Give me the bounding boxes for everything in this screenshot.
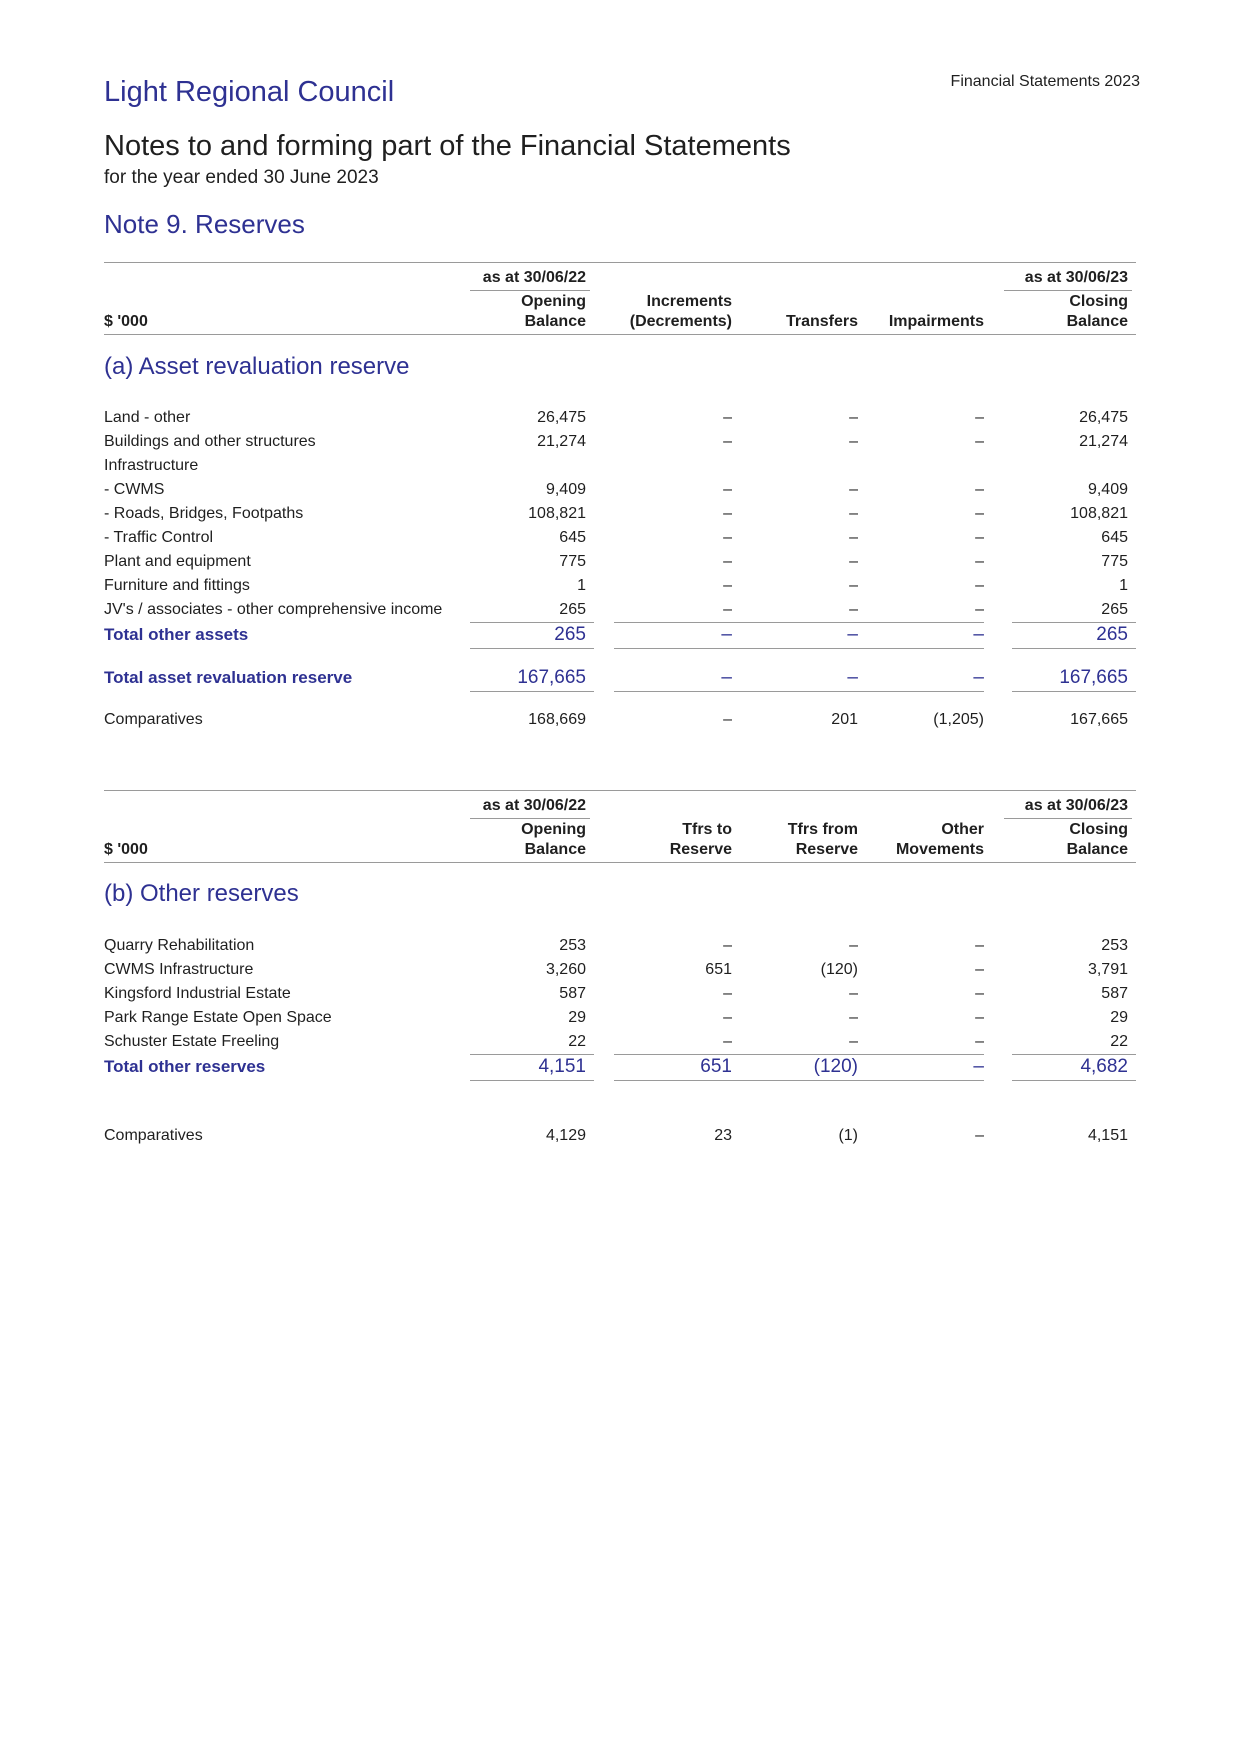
date-open-header: as at 30/06/22 (482, 797, 586, 814)
cell: 9,409 (1087, 481, 1128, 498)
cell: – (849, 601, 858, 618)
cell: – (723, 1033, 732, 1050)
col-header-line1: Opening (521, 293, 586, 310)
cell: – (975, 505, 984, 522)
cell: – (723, 937, 732, 954)
cell: (1,205) (933, 711, 984, 728)
col-header-line2: Balance (524, 841, 586, 858)
cell: – (975, 577, 984, 594)
cell: – (723, 433, 732, 450)
units-label: $ '000 (104, 841, 148, 858)
date-open-rule (470, 818, 590, 819)
cell: 265 (1101, 601, 1128, 618)
document-label: Financial Statements 2023 (950, 73, 1140, 90)
subtotal-rule (470, 1054, 594, 1055)
col-header-line2: Balance (1066, 313, 1128, 330)
cell: – (849, 505, 858, 522)
subtotal-rule (470, 622, 594, 623)
col-header-line2: Balance (1066, 841, 1128, 858)
cell: 26,475 (537, 409, 586, 426)
cell: – (975, 529, 984, 546)
cell: – (847, 667, 858, 688)
cell: 1 (1119, 577, 1128, 594)
cell: 651 (705, 961, 732, 978)
cell: – (975, 433, 984, 450)
cell: – (723, 553, 732, 570)
row-label: - Traffic Control (104, 529, 214, 546)
cell: – (975, 409, 984, 426)
table-row (0, 935, 1240, 957)
cell: – (847, 624, 858, 645)
date-close-header: as at 30/06/23 (1024, 269, 1128, 286)
page-title: Notes to and forming part of the Financial Statements (104, 130, 791, 162)
total-row (0, 667, 1240, 689)
row-label: Land - other (104, 409, 191, 426)
table-row (0, 983, 1240, 1005)
col-header-line2: Balance (524, 313, 586, 330)
date-open-rule (470, 290, 590, 291)
total-rule (470, 1080, 594, 1081)
cell: 265 (559, 601, 586, 618)
cell: – (973, 667, 984, 688)
col-header (1000, 292, 1128, 332)
cell: – (975, 1127, 984, 1144)
cell: 22 (568, 1033, 586, 1050)
table-row (0, 551, 1240, 573)
col-header (620, 820, 732, 860)
table-row (0, 431, 1240, 453)
cell: 4,129 (545, 1127, 586, 1144)
row-label: CWMS Infrastructure (104, 961, 254, 978)
cell: 265 (554, 624, 586, 645)
cell: 167,665 (1070, 711, 1128, 728)
cell: – (973, 1056, 984, 1077)
total-rule (1012, 691, 1136, 692)
cell: – (723, 1009, 732, 1026)
date-close-rule (1004, 290, 1132, 291)
cell: – (849, 529, 858, 546)
cell: – (723, 505, 732, 522)
table-row (0, 1007, 1240, 1029)
cell: – (975, 1033, 984, 1050)
cell: (120) (813, 1056, 858, 1077)
cell: – (723, 529, 732, 546)
table-top-rule (104, 262, 1136, 263)
col-header-line1: Opening (521, 821, 586, 838)
cell: 4,151 (538, 1056, 586, 1077)
cell: 253 (559, 937, 586, 954)
cell: – (975, 1009, 984, 1026)
row-label: Kingsford Industrial Estate (104, 985, 291, 1002)
cell: – (723, 985, 732, 1002)
total-row (0, 1056, 1240, 1078)
cell: 9,409 (545, 481, 586, 498)
cell: – (975, 937, 984, 954)
total-rule (614, 691, 984, 692)
section-title: (b) Other reserves (104, 880, 299, 907)
total-rule (1012, 648, 1136, 649)
table-row (0, 575, 1240, 597)
col-header-line1: Closing (1069, 293, 1128, 310)
cell: 201 (831, 711, 858, 728)
row-label: Infrastructure (104, 457, 199, 474)
subtotal-rule (1012, 622, 1136, 623)
cell: 29 (1110, 1009, 1128, 1026)
col-header (1000, 820, 1128, 860)
cell: – (723, 481, 732, 498)
table-row (0, 599, 1240, 621)
cell: 21,274 (1079, 433, 1128, 450)
cell: – (973, 624, 984, 645)
row-label: - CWMS (104, 481, 165, 498)
cell: – (849, 1009, 858, 1026)
cell: 1 (577, 577, 586, 594)
table-row (0, 503, 1240, 525)
cell: – (975, 481, 984, 498)
organisation-name: Light Regional Council (104, 76, 395, 108)
header-bottom-rule (104, 862, 1136, 863)
cell: 23 (714, 1127, 732, 1144)
cell: 21,274 (537, 433, 586, 450)
col-header-line1: Closing (1069, 821, 1128, 838)
col-header-line1: Increments (646, 293, 732, 310)
subtotal-rule (614, 1054, 984, 1055)
cell: – (975, 961, 984, 978)
cell: – (849, 577, 858, 594)
row-label: Comparatives (104, 711, 203, 728)
table-row (0, 455, 1240, 477)
cell: – (849, 1033, 858, 1050)
cell: 168,669 (528, 711, 586, 728)
cell: – (849, 553, 858, 570)
total-row (0, 624, 1240, 646)
units-label: $ '000 (104, 313, 148, 330)
cell: 167,665 (1059, 667, 1128, 688)
header-bottom-rule (104, 334, 1136, 335)
table-row (0, 407, 1240, 429)
comparatives-row (0, 709, 1240, 731)
col-header (740, 292, 858, 332)
cell: 108,821 (528, 505, 586, 522)
row-label: - Roads, Bridges, Footpaths (104, 505, 304, 522)
cell: 253 (1101, 937, 1128, 954)
cell: 587 (1101, 985, 1128, 1002)
cell: – (849, 481, 858, 498)
col-header (470, 292, 586, 332)
cell: 265 (1096, 624, 1128, 645)
subtotal-rule (1012, 1054, 1136, 1055)
total-label: Total asset revaluation reserve (104, 668, 353, 687)
cell: 587 (559, 985, 586, 1002)
col-header-line1: Tfrs to (682, 821, 732, 838)
section-title: (a) Asset revaluation reserve (104, 353, 410, 380)
total-rule (470, 648, 594, 649)
table-row (0, 479, 1240, 501)
table-top-rule (104, 790, 1136, 791)
cell: 167,665 (517, 667, 586, 688)
col-header-line2: Transfers (785, 313, 858, 330)
cell: 645 (1101, 529, 1128, 546)
cell: – (849, 937, 858, 954)
cell: (120) (820, 961, 858, 978)
cell: 775 (559, 553, 586, 570)
col-header-line2: Reserve (795, 841, 858, 858)
date-close-header: as at 30/06/23 (1024, 797, 1128, 814)
subtotal-rule (614, 622, 984, 623)
cell: – (849, 433, 858, 450)
cell: – (849, 985, 858, 1002)
row-label: Furniture and fittings (104, 577, 250, 594)
row-label: Plant and equipment (104, 553, 251, 570)
cell: – (723, 711, 732, 728)
cell: – (975, 553, 984, 570)
total-label: Total other assets (104, 625, 249, 644)
date-open-header: as at 30/06/22 (482, 269, 586, 286)
cell: – (849, 409, 858, 426)
note-title: Note 9. Reserves (104, 209, 305, 239)
col-header (600, 292, 732, 332)
table-row (0, 1031, 1240, 1053)
row-label: JV's / associates - other comprehensive income (104, 601, 443, 618)
cell: 26,475 (1079, 409, 1128, 426)
total-rule (614, 1080, 984, 1081)
table-row (0, 527, 1240, 549)
cell: (1) (838, 1127, 858, 1144)
col-header-line1: Other (941, 821, 984, 838)
row-label: Comparatives (104, 1127, 203, 1144)
col-header (866, 820, 984, 860)
col-header-line2: Reserve (669, 841, 732, 858)
cell: 4,151 (1087, 1127, 1128, 1144)
total-rule (1012, 1080, 1136, 1081)
cell: 651 (700, 1056, 732, 1077)
cell: – (721, 624, 732, 645)
cell: 775 (1101, 553, 1128, 570)
row-label: Park Range Estate Open Space (104, 1009, 332, 1026)
col-header-line2: (Decrements) (629, 313, 732, 330)
row-label: Schuster Estate Freeling (104, 1033, 280, 1050)
cell: – (975, 601, 984, 618)
cell: 22 (1110, 1033, 1128, 1050)
col-header-line2: Movements (895, 841, 984, 858)
total-label: Total other reserves (104, 1057, 266, 1076)
total-rule (470, 691, 594, 692)
col-header (740, 820, 858, 860)
cell: 4,682 (1080, 1056, 1128, 1077)
cell: – (975, 985, 984, 1002)
comparatives-row (0, 1125, 1240, 1147)
cell: – (721, 667, 732, 688)
date-close-rule (1004, 818, 1132, 819)
cell: 3,260 (545, 961, 586, 978)
col-header (470, 820, 586, 860)
row-label: Buildings and other structures (104, 433, 316, 450)
cell: – (723, 409, 732, 426)
cell: 108,821 (1070, 505, 1128, 522)
col-header-line1: Tfrs from (787, 821, 858, 838)
page-subtitle: for the year ended 30 June 2023 (104, 167, 379, 188)
cell: – (723, 601, 732, 618)
cell: 645 (559, 529, 586, 546)
cell: 3,791 (1087, 961, 1128, 978)
cell: – (723, 577, 732, 594)
col-header-line2: Impairments (888, 313, 984, 330)
cell: 29 (568, 1009, 586, 1026)
table-row (0, 959, 1240, 981)
row-label: Quarry Rehabilitation (104, 937, 255, 954)
col-header (866, 292, 984, 332)
total-rule (614, 648, 984, 649)
